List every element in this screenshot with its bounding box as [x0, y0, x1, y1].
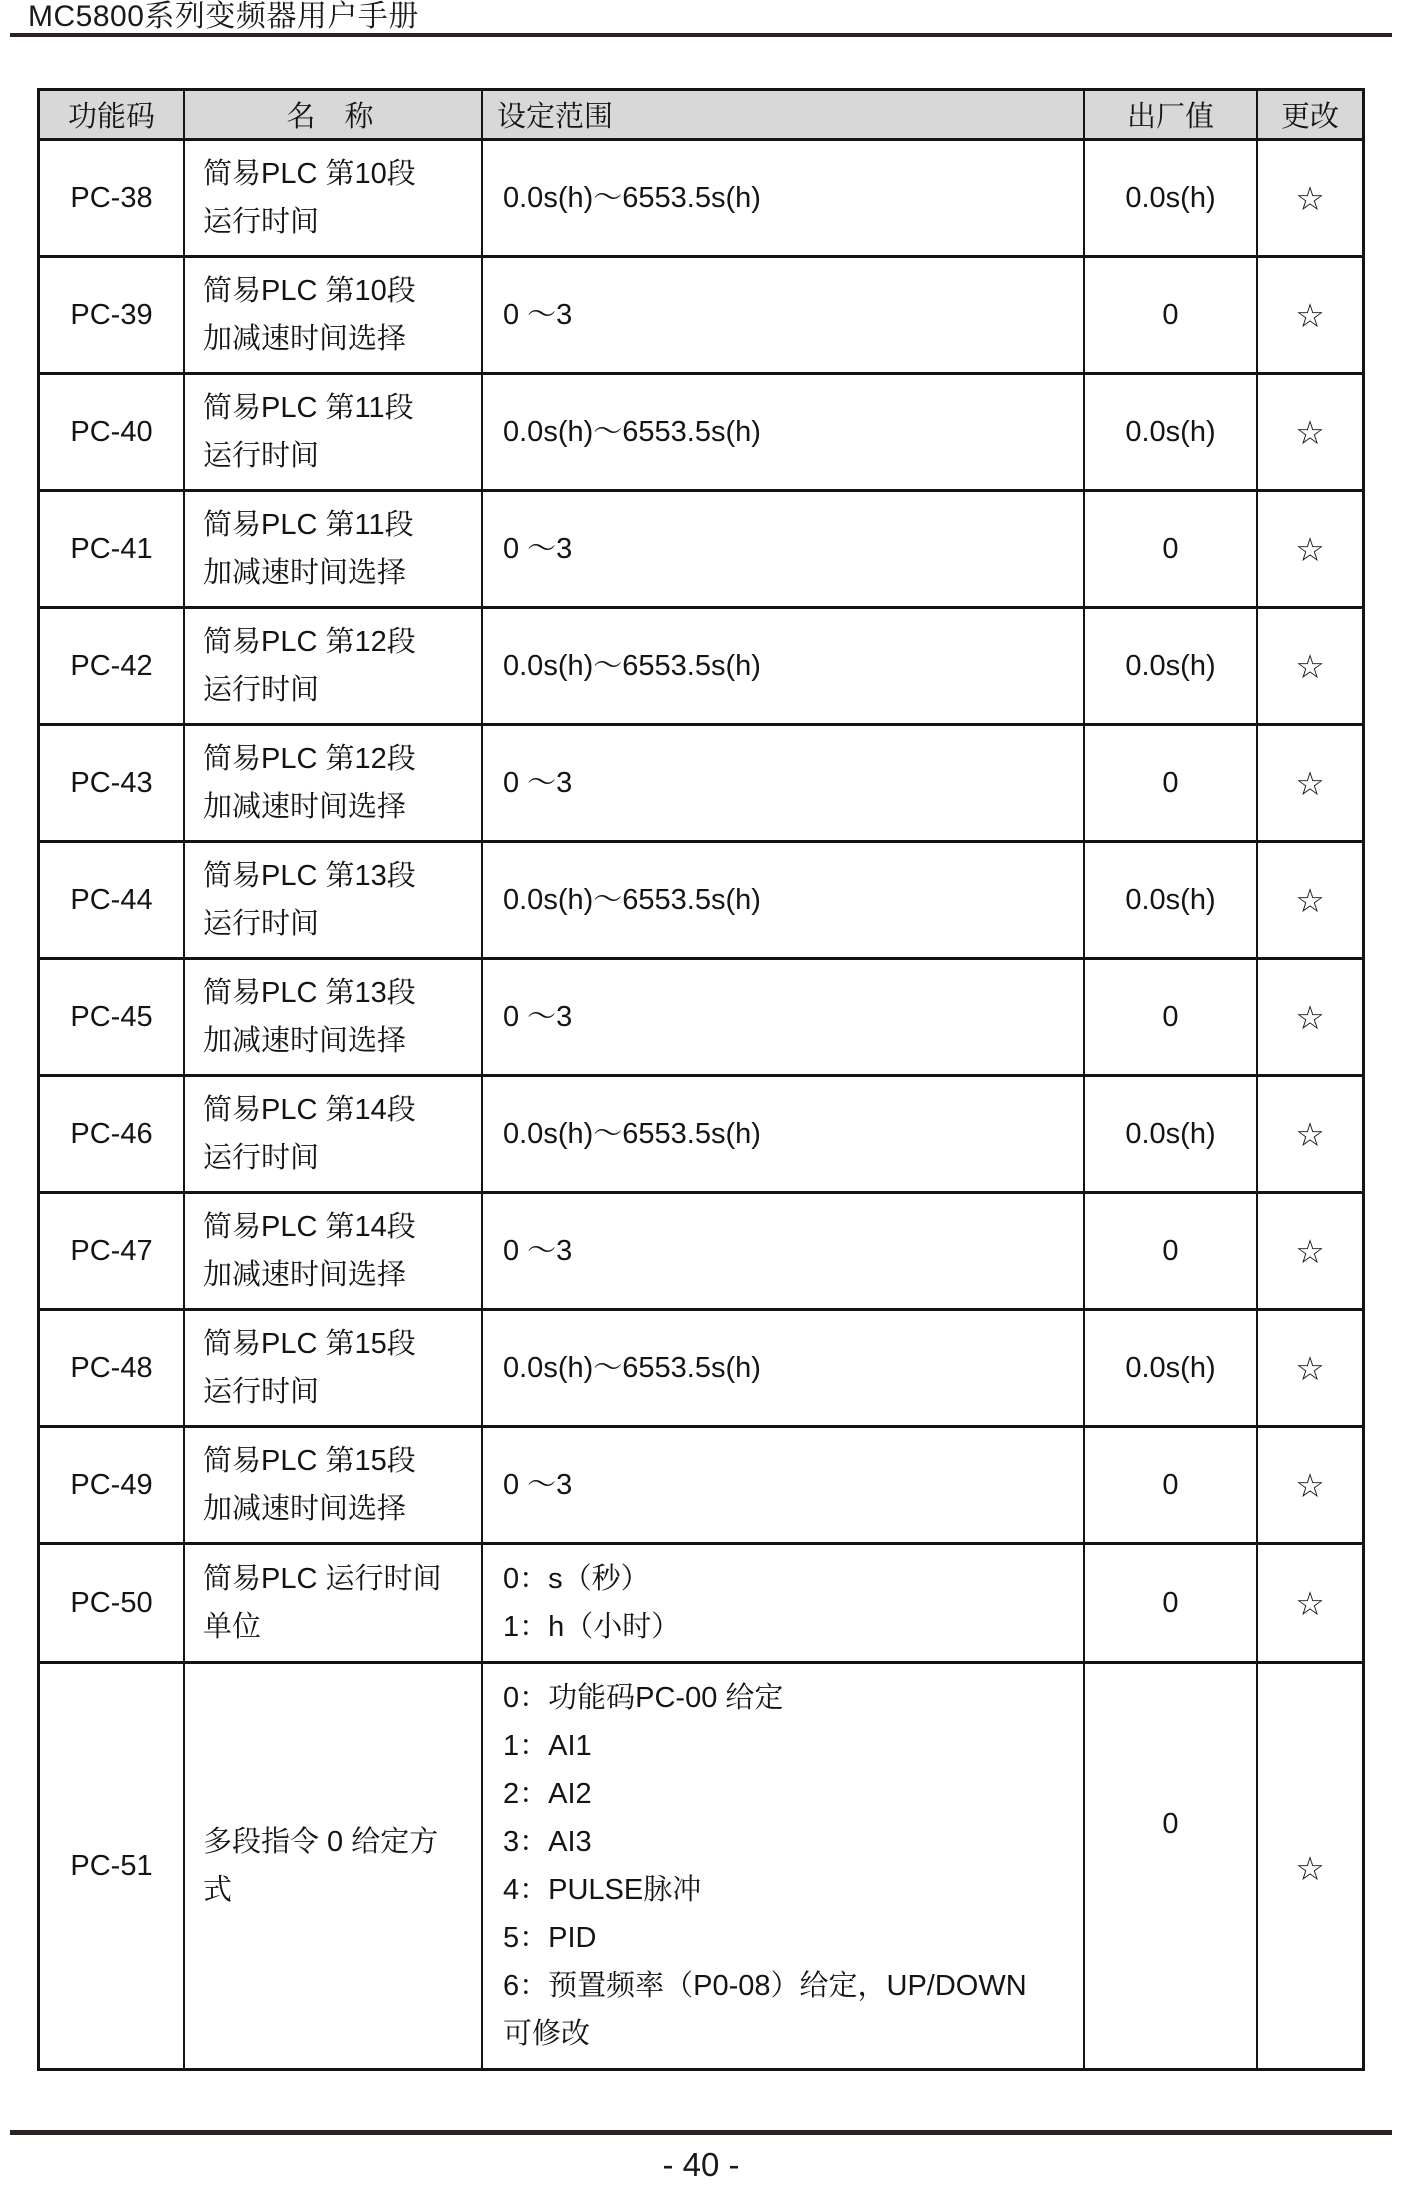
- star-icon: ☆: [1295, 179, 1325, 217]
- name-line: 运行时间: [203, 1376, 320, 1408]
- function-code: PC-50: [70, 1586, 153, 1619]
- setting-range-cell: [481, 1077, 1083, 1191]
- setting-range-cell: [481, 960, 1083, 1074]
- table-row: [40, 606, 1362, 723]
- setting-range-line: 2：AI2: [503, 1778, 592, 1810]
- name-cell: [183, 726, 481, 840]
- name-cell: [183, 1311, 481, 1425]
- function-code: PC-46: [70, 1117, 153, 1150]
- name-line: 简易PLC 第15段: [203, 1445, 416, 1477]
- change-cell: [1256, 843, 1362, 957]
- setting-range-cell: [481, 258, 1083, 372]
- name-line: 式: [203, 1874, 233, 1906]
- table-row: [40, 723, 1362, 840]
- star-icon: ☆: [1295, 413, 1325, 451]
- name-line: 多段指令 0 给定方: [203, 1826, 439, 1858]
- star-icon: ☆: [1295, 1349, 1325, 1387]
- function-code-cell: [40, 609, 183, 723]
- name-line: 运行时间: [203, 206, 320, 238]
- name-line: 简易PLC 第11段: [203, 509, 414, 541]
- name-line: 加减速时间选择: [203, 791, 407, 823]
- function-code: PC-38: [70, 181, 153, 214]
- change-cell: [1256, 609, 1362, 723]
- column-header-name: 名 称: [183, 91, 481, 138]
- setting-range-line: 可修改: [503, 2018, 591, 2050]
- table-row: [40, 1074, 1362, 1191]
- factory-default-value: 0: [1162, 766, 1179, 799]
- table-row: [40, 957, 1362, 1074]
- table-row: [40, 1191, 1362, 1308]
- setting-range-line: 6：预置频率（P0-08）给定，UP/DOWN: [503, 1970, 1027, 2002]
- setting-range-cell: [481, 492, 1083, 606]
- name-line: 加减速时间选择: [203, 557, 407, 589]
- change-cell: [1256, 1311, 1362, 1425]
- name-line: 简易PLC 第11段: [203, 392, 414, 424]
- factory-default-cell: [1083, 609, 1256, 723]
- function-code: PC-49: [70, 1468, 153, 1501]
- footer-divider: [10, 2130, 1392, 2135]
- setting-range-line: 1：AI1: [503, 1730, 592, 1762]
- setting-range-line: 0.0s(h)～6553.5s(h): [503, 182, 761, 214]
- factory-default-value: 0.0s(h): [1125, 883, 1216, 916]
- setting-range-line: 5：PID: [503, 1922, 597, 1954]
- change-cell: [1256, 726, 1362, 840]
- factory-default-cell: [1083, 1077, 1256, 1191]
- table-row: [40, 489, 1362, 606]
- name-cell: [183, 375, 481, 489]
- factory-default-cell: [1083, 492, 1256, 606]
- table-row: [40, 1542, 1362, 1661]
- setting-range-line: 3：AI3: [503, 1826, 592, 1858]
- setting-range-line: 1：h（小时）: [503, 1611, 681, 1643]
- table-row: [40, 840, 1362, 957]
- function-code: PC-45: [70, 1000, 153, 1033]
- setting-range-line: 0 ～3: [503, 299, 573, 331]
- setting-range-line: 0.0s(h)～6553.5s(h): [503, 1352, 761, 1384]
- change-cell: [1256, 1194, 1362, 1308]
- function-code-cell: [40, 1428, 183, 1542]
- name-line: 加减速时间选择: [203, 323, 407, 355]
- page-title: MC5800系列变频器用户手册: [28, 0, 419, 33]
- name-line: 加减速时间选择: [203, 1259, 407, 1291]
- function-code-cell: [40, 1311, 183, 1425]
- function-code: PC-44: [70, 883, 153, 916]
- factory-default-value: 0.0s(h): [1125, 1351, 1216, 1384]
- star-icon: ☆: [1295, 1232, 1325, 1270]
- star-icon: ☆: [1295, 764, 1325, 802]
- factory-default-cell: [1083, 843, 1256, 957]
- star-icon: ☆: [1295, 530, 1325, 568]
- name-line: 简易PLC 第12段: [203, 626, 416, 658]
- function-code: PC-51: [70, 1849, 153, 1882]
- name-line: 简易PLC 第14段: [203, 1094, 416, 1126]
- name-cell: [183, 258, 481, 372]
- factory-default-value: 0.0s(h): [1125, 649, 1216, 682]
- factory-default-value: 0.0s(h): [1125, 1117, 1216, 1150]
- function-code-cell: [40, 843, 183, 957]
- setting-range-line: 0：s（秒）: [503, 1563, 650, 1595]
- change-cell: [1256, 141, 1362, 255]
- setting-range-cell: [481, 1194, 1083, 1308]
- name-line: 简易PLC 运行时间: [203, 1563, 442, 1595]
- star-icon: ☆: [1295, 1115, 1325, 1153]
- function-code: PC-43: [70, 766, 153, 799]
- factory-default-cell: [1083, 1428, 1256, 1542]
- table-body: [40, 138, 1362, 2068]
- table-header-row: [40, 91, 1362, 138]
- factory-default-value: 0: [1162, 298, 1179, 331]
- name-cell: [183, 141, 481, 255]
- column-header-function-code: 功能码: [67, 101, 155, 133]
- function-code-cell: [40, 1077, 183, 1191]
- name-line: 简易PLC 第15段: [203, 1328, 416, 1360]
- name-line: 运行时间: [203, 674, 320, 706]
- name-cell: [183, 1194, 481, 1308]
- factory-default-cell: [1083, 1194, 1256, 1308]
- table-row: [40, 255, 1362, 372]
- name-line: 简易PLC 第14段: [203, 1211, 416, 1243]
- column-header-setting-range: 设定范围: [481, 91, 1083, 138]
- name-line: 加减速时间选择: [203, 1025, 407, 1057]
- factory-default-cell: [1083, 141, 1256, 255]
- name-cell: [183, 843, 481, 957]
- function-code-cell: [40, 492, 183, 606]
- star-icon: ☆: [1295, 881, 1325, 919]
- name-line: 运行时间: [203, 1142, 320, 1174]
- name-cell: [183, 1664, 481, 2068]
- change-cell: [1256, 492, 1362, 606]
- factory-default-cell: [1083, 375, 1256, 489]
- name-cell: [183, 609, 481, 723]
- name-line: 加减速时间选择: [203, 1493, 407, 1525]
- function-code-cell: [40, 1545, 183, 1661]
- function-code-cell: [40, 141, 183, 255]
- function-code: PC-40: [70, 415, 153, 448]
- header-divider: [10, 33, 1392, 37]
- change-cell: [1256, 1077, 1362, 1191]
- setting-range-cell: [481, 726, 1083, 840]
- star-icon: ☆: [1295, 296, 1325, 334]
- function-code-cell: [40, 258, 183, 372]
- factory-default-value: 0: [1162, 1000, 1179, 1033]
- star-icon: ☆: [1295, 998, 1325, 1036]
- setting-range-line: 0.0s(h)～6553.5s(h): [503, 1118, 761, 1150]
- change-cell: [1256, 375, 1362, 489]
- star-icon: ☆: [1295, 1849, 1325, 1887]
- name-line: 运行时间: [203, 440, 320, 472]
- setting-range-cell: [481, 609, 1083, 723]
- setting-range-cell: [481, 1664, 1083, 2068]
- name-cell: [183, 960, 481, 1074]
- function-code: PC-39: [70, 298, 153, 331]
- factory-default-value: 0: [1162, 1807, 1179, 1840]
- column-header-factory-default: 出厂值: [1083, 91, 1256, 138]
- change-cell: [1256, 1428, 1362, 1542]
- change-cell: [1256, 258, 1362, 372]
- star-icon: ☆: [1295, 1466, 1325, 1504]
- setting-range-cell: [481, 843, 1083, 957]
- star-icon: ☆: [1295, 647, 1325, 685]
- factory-default-cell: [1083, 258, 1256, 372]
- setting-range-line: 0.0s(h)～6553.5s(h): [503, 650, 761, 682]
- setting-range-line: 4：PULSE脉冲: [503, 1874, 702, 1906]
- name-line: 单位: [203, 1611, 262, 1643]
- factory-default-value: 0: [1162, 1468, 1179, 1501]
- setting-range-line: 0 ～3: [503, 1469, 573, 1501]
- name-cell: [183, 1077, 481, 1191]
- setting-range-line: 0：功能码PC-00 给定: [503, 1682, 784, 1714]
- setting-range-line: 0 ～3: [503, 767, 573, 799]
- factory-default-cell: [1083, 1311, 1256, 1425]
- setting-range-line: 0 ～3: [503, 1001, 573, 1033]
- factory-default-cell: [1083, 960, 1256, 1074]
- factory-default-cell: [1083, 726, 1256, 840]
- function-code-cell: [40, 726, 183, 840]
- setting-range-line: 0 ～3: [503, 533, 573, 565]
- table-row: [40, 1661, 1362, 2068]
- change-cell: [1256, 1664, 1362, 2068]
- name-line: 简易PLC 第13段: [203, 977, 416, 1009]
- table-row: [40, 372, 1362, 489]
- name-cell: [183, 492, 481, 606]
- factory-default-value: 0.0s(h): [1125, 181, 1216, 214]
- function-code: PC-48: [70, 1351, 153, 1384]
- function-code: PC-41: [70, 532, 153, 565]
- parameter-table: [37, 88, 1365, 2071]
- function-code-cell: [40, 960, 183, 1074]
- setting-range-cell: [481, 1428, 1083, 1542]
- factory-default-cell: [1083, 1664, 1256, 2068]
- star-icon: ☆: [1295, 1584, 1325, 1622]
- table-row: [40, 1425, 1362, 1542]
- table-row: [40, 138, 1362, 255]
- name-line: 简易PLC 第12段: [203, 743, 416, 775]
- function-code-cell: [40, 1194, 183, 1308]
- setting-range-line: 0 ～3: [503, 1235, 573, 1267]
- factory-default-value: 0: [1162, 532, 1179, 565]
- setting-range-line: 0.0s(h)～6553.5s(h): [503, 884, 761, 916]
- change-cell: [1256, 960, 1362, 1074]
- name-line: 简易PLC 第13段: [203, 860, 416, 892]
- setting-range-line: 0.0s(h)～6553.5s(h): [503, 416, 761, 448]
- factory-default-value: 0.0s(h): [1125, 415, 1216, 448]
- function-code: PC-47: [70, 1234, 153, 1267]
- setting-range-cell: [481, 1545, 1083, 1661]
- column-header-change: 更改: [1256, 91, 1362, 138]
- function-code-cell: [40, 375, 183, 489]
- factory-default-value: 0: [1162, 1586, 1179, 1619]
- factory-default-cell: [1083, 1545, 1256, 1661]
- name-cell: [183, 1428, 481, 1542]
- factory-default-value: 0: [1162, 1234, 1179, 1267]
- setting-range-cell: [481, 141, 1083, 255]
- name-line: 运行时间: [203, 908, 320, 940]
- name-cell: [183, 1545, 481, 1661]
- setting-range-cell: [481, 375, 1083, 489]
- page-number: - 40 -: [662, 2146, 740, 2183]
- name-line: 简易PLC 第10段: [203, 158, 416, 190]
- name-line: 简易PLC 第10段: [203, 275, 416, 307]
- setting-range-cell: [481, 1311, 1083, 1425]
- change-cell: [1256, 1545, 1362, 1661]
- function-code-cell: [40, 1664, 183, 2068]
- table-row: [40, 1308, 1362, 1425]
- function-code: PC-42: [70, 649, 153, 682]
